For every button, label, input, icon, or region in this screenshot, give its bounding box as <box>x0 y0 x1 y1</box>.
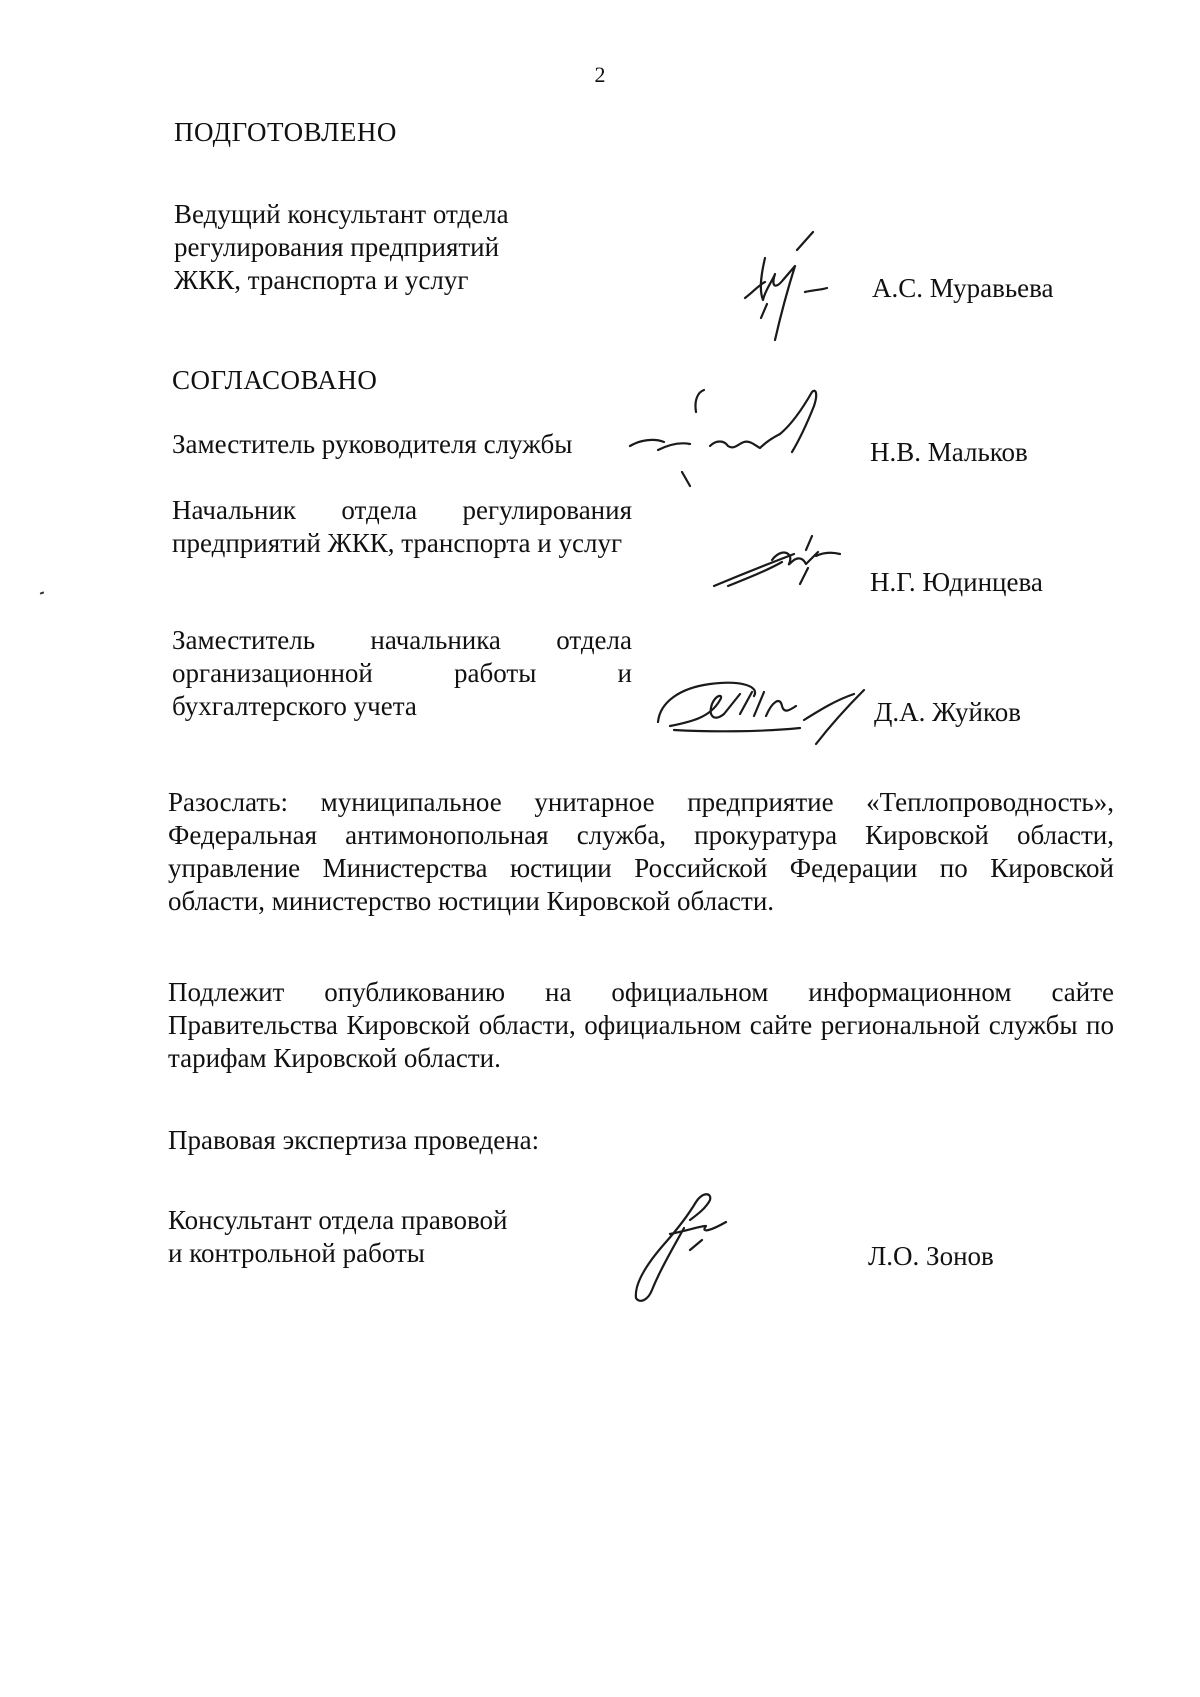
signature-muraveva <box>735 230 845 350</box>
signer-name: Н.В. Мальков <box>870 437 1028 467</box>
legal-review-name: Л.О. Зонов <box>868 1241 994 1271</box>
scan-speck <box>40 591 44 594</box>
signer-position: Заместитель руководителя службы <box>172 429 573 459</box>
signer-position: Начальник отдела регулирования предприятий ЖКК, транспорта и услуг <box>172 495 632 558</box>
page-number: 2 <box>594 62 606 87</box>
legal-review-position-line: Консультант отдела правовой <box>168 1205 508 1235</box>
legal-review-position-line: и контрольной работы <box>168 1238 425 1268</box>
prepared-position-line: регулирования предприятий <box>174 232 500 262</box>
prepared-name: А.С. Муравьева <box>872 273 1054 303</box>
signature-yudintseva <box>708 530 853 600</box>
prepared-heading: ПОДГОТОВЛЕНО <box>174 117 397 147</box>
signature-malkov <box>620 386 870 501</box>
prepared-position <box>174 198 594 297</box>
prepared-position-line: ЖКК, транспорта и услуг <box>174 265 469 295</box>
publication-paragraph: Подлежит опубликованию на официальном информационном сайте Правительства Кировской области, официальном сайте региональной службы по тарифам Кировской области. <box>168 977 1114 1073</box>
prepared-position-line: Ведущий консультант отдела <box>174 199 509 229</box>
signer-name: Н.Г. Юдинцева <box>870 567 1043 597</box>
signer-position: Заместитель начальника отдела организационной работы и бухгалтерского учета <box>172 625 632 721</box>
legal-review-position <box>168 1204 588 1270</box>
signature-zonov <box>630 1190 780 1310</box>
approved-heading: СОГЛАСОВАНО <box>172 365 378 395</box>
distribution-paragraph: Разослать: муниципальное унитарное предприятие «Теплопроводность», Федеральная антимонопольная служба, прокуратура Кировской области, управление Министерства юстиции Российской Федерации по Кировской области, министерство юстиции Кировской области. <box>168 787 1114 916</box>
signer-name: Д.А. Жуйков <box>874 697 1021 727</box>
legal-review-label: Правовая экспертиза проведена: <box>168 1125 540 1155</box>
signature-zhuykov <box>650 660 880 750</box>
